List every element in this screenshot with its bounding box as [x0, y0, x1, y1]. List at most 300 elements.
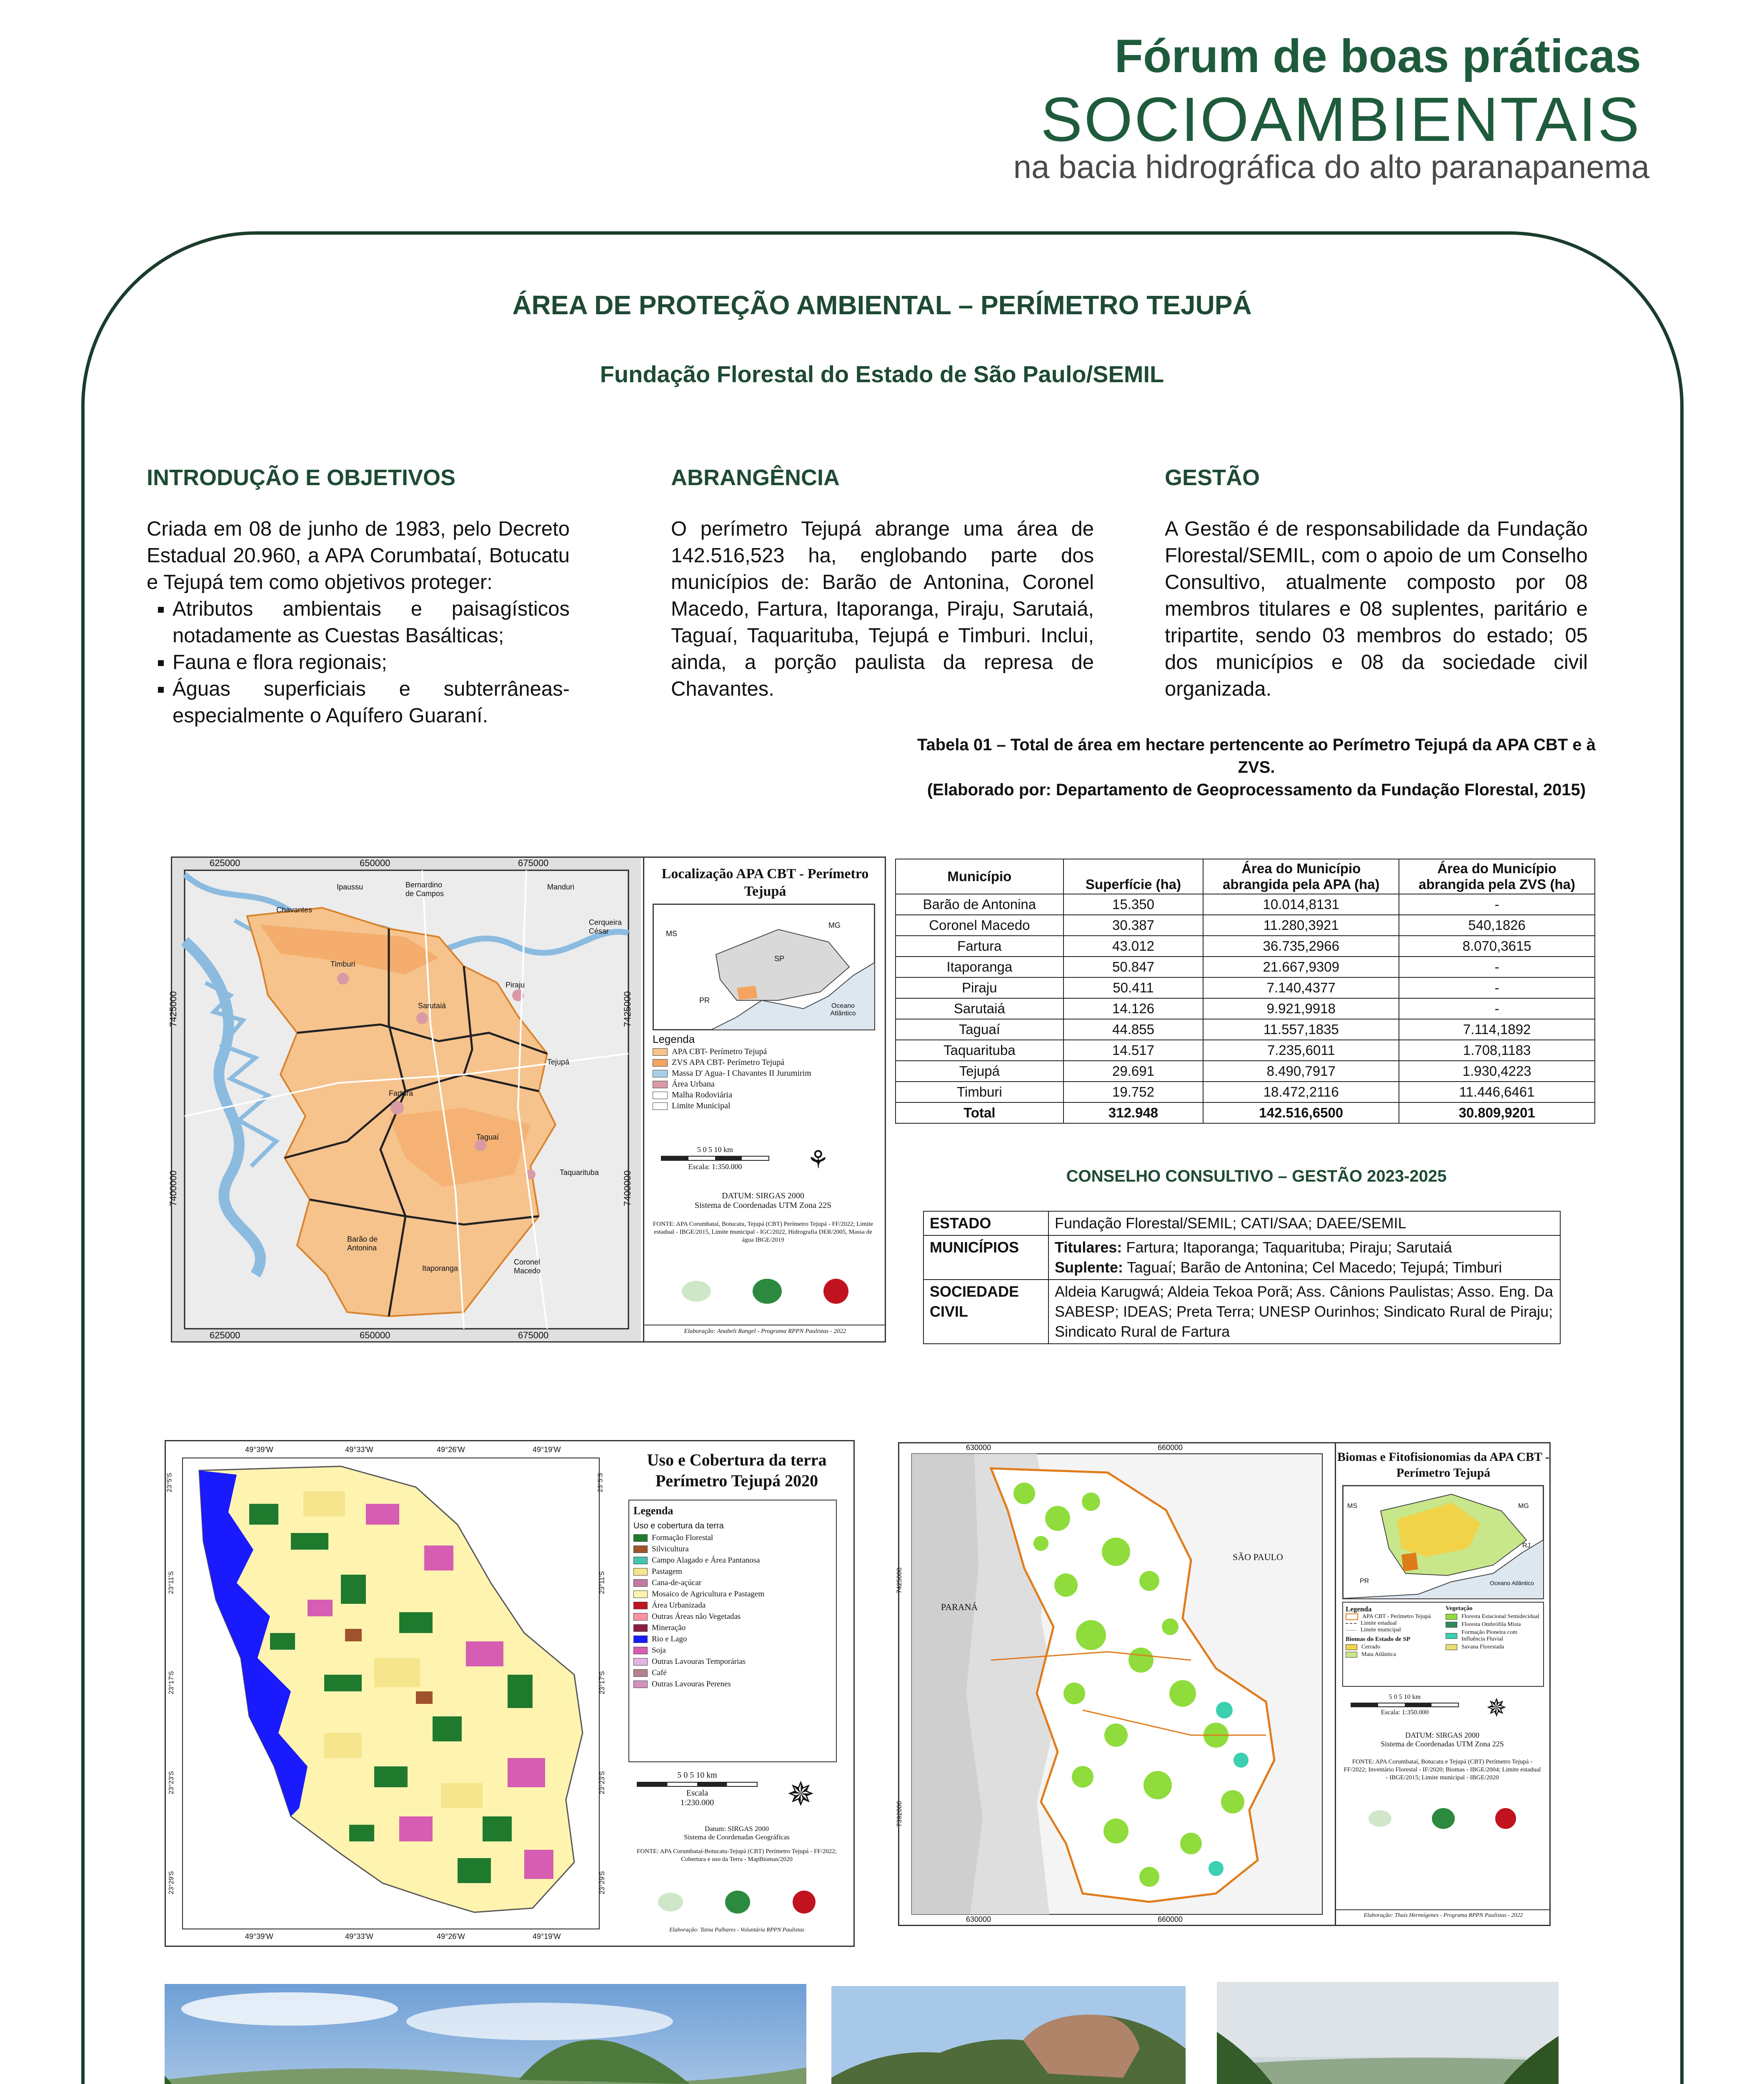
municipios-label: MUNICÍPIOS	[923, 1235, 1048, 1280]
abrangencia-heading: ABRANGÊNCIA	[671, 465, 840, 490]
map3-place: PARANÁ	[941, 1602, 978, 1612]
legend-item	[1446, 1613, 1541, 1620]
map2-grid-bottom: 49°19'W	[533, 1932, 561, 1941]
map2-scale-value: 1:230.000	[680, 1798, 714, 1807]
map2-datum-1: Datum: SIRGAS 2000	[705, 1825, 769, 1833]
map2-grid-left: 23°11'S	[168, 1571, 175, 1594]
inset-label: Oceano Atlântico	[1490, 1580, 1534, 1586]
map1-grid-right: 7425000	[622, 991, 633, 1027]
map3-grid-top: 660000	[1158, 1443, 1183, 1452]
legend-label: APA CBT - Perímetro Tejupá	[1362, 1613, 1431, 1620]
map3-datum-1: DATUM: SIRGAS 2000	[1405, 1731, 1480, 1739]
map3-drawing	[899, 1443, 1333, 1925]
map1-grid-top: 650000	[360, 858, 390, 868]
legend-label: Savana Florestada	[1461, 1644, 1504, 1650]
legend-swatch	[633, 1636, 648, 1643]
legend-label: Cerrado	[1361, 1644, 1381, 1650]
map2-scale-bar	[637, 1782, 758, 1787]
map2-legend-items	[633, 1533, 832, 1689]
table-row	[896, 894, 1595, 915]
table-header: Área do Município abrangida pela ZVS (ha)	[1399, 859, 1595, 894]
gestao-heading: GESTÃO	[1165, 465, 1260, 490]
table-total-row	[896, 1102, 1595, 1123]
map2-logos	[637, 1883, 837, 1921]
map2-grid-right: 23°17'S	[598, 1671, 606, 1694]
legend-item	[633, 1590, 832, 1599]
ff-logo-icon	[753, 1279, 782, 1304]
table-row	[896, 1040, 1595, 1061]
table-cell: 11.446,6461	[1399, 1082, 1595, 1102]
map2-title-1: Uso e Cobertura da terra	[647, 1450, 827, 1469]
map1-grid-bottom: 675000	[518, 1330, 549, 1340]
legend-label: Floresta Estacional Semidecidual	[1461, 1613, 1539, 1620]
inset-label: Oceano Atlântico	[830, 1002, 856, 1017]
photo-barao-itaporanga	[165, 1984, 806, 2084]
map3-scale	[1342, 1693, 1467, 1716]
inset-label: MG	[828, 921, 841, 929]
veg-title: Vegetação	[1446, 1605, 1473, 1612]
map3-grid-top: 630000	[966, 1443, 991, 1452]
map2-grid-top: 49°39'W	[245, 1445, 273, 1454]
table-cell: 10.014,8131	[1203, 894, 1399, 915]
map2-datum	[628, 1825, 845, 1841]
legend-swatch	[633, 1658, 648, 1666]
intro-text: Criada em 08 de junho de 1983, pelo Decreto Estadual 20.960, a APA Corumbataí, Botucatu e Tejupá tem como objetivos proteger:	[147, 518, 570, 594]
table-cell: Coronel Macedo	[896, 915, 1063, 936]
legend-label: Outras Lavouras Perenes	[652, 1680, 731, 1688]
map1-inset	[653, 904, 875, 1030]
estado-value: Fundação Florestal/SEMIL; CATI/SAA; DAEE/SEMIL	[1048, 1211, 1560, 1235]
map2-grid-left: 23°17'S	[168, 1671, 175, 1694]
legend-swatch	[633, 1681, 648, 1688]
legend-swatch	[633, 1557, 648, 1564]
legend-item	[653, 1047, 873, 1057]
legend-swatch	[1346, 1652, 1357, 1658]
legend-label: Rio e Lago	[652, 1635, 687, 1643]
north-arrow-icon: ⚘	[807, 1146, 829, 1174]
legend-label: Formação Pioneira com Influência Fluvial	[1461, 1629, 1517, 1642]
map3-side-panel	[1335, 1443, 1551, 1925]
legend-item	[653, 1101, 873, 1111]
map1-place: Tejupá	[547, 1058, 570, 1066]
table-cell: 21.667,9309	[1203, 957, 1399, 977]
map2-side-panel	[620, 1441, 853, 1946]
map1-scale-text: Escala: 1:350.000	[688, 1162, 742, 1171]
map3-grid-left: 7425000	[896, 1567, 903, 1594]
table-cell: 44.855	[1063, 1019, 1204, 1040]
table-row	[896, 1082, 1595, 1102]
abrangencia-section	[671, 465, 1094, 702]
map1-side-panel	[643, 858, 886, 1341]
map1-place: Itaporanga	[422, 1264, 458, 1272]
gestao-section	[1165, 465, 1588, 702]
brand-line-3: na bacia hidrográfica do alto paranapanema	[1013, 148, 1649, 185]
table-cell: 14.517	[1063, 1040, 1204, 1061]
table-cell: 8.490,7917	[1203, 1061, 1399, 1082]
map2-grid-top: 49°26'W	[437, 1445, 465, 1454]
map1-datum-2: Sistema de Coordenadas UTM Zona 22S	[694, 1201, 832, 1210]
table-cell: -	[1399, 957, 1595, 977]
map2-title-2: Perímetro Tejupá 2020	[655, 1471, 818, 1490]
legend-item	[1446, 1644, 1541, 1651]
legend-label: Limite Municipal	[672, 1101, 731, 1110]
legend-swatch	[633, 1591, 648, 1598]
legend-item	[633, 1612, 832, 1621]
table-header: Superfície (ha)	[1063, 859, 1204, 894]
map1-grid-left: 7400000	[168, 1170, 178, 1206]
map2-drawing	[166, 1441, 616, 1946]
map3-scale-ticks: 5 0 5 10 km	[1389, 1693, 1421, 1701]
table-cell: Timburi	[896, 1082, 1063, 1102]
table-cell: Piraju	[896, 977, 1063, 998]
table-cell: 11.557,1835	[1203, 1019, 1399, 1040]
map3-credit: Elaboração: Thaís Hermógenes - Programa RPPN Paulistas - 2022	[1336, 1909, 1551, 1919]
map2-grid-top: 49°33'W	[345, 1445, 373, 1454]
legend-label: Mosaico de Agricultura e Pastagem	[652, 1590, 765, 1598]
map1-grid-right: 7400000	[622, 1170, 633, 1206]
legend-item	[633, 1623, 832, 1633]
map1-datum	[653, 1191, 873, 1210]
map1-place: Fartura	[389, 1089, 413, 1097]
legend-item	[633, 1567, 832, 1576]
map2-credit: Elaboração: Taina Palhares - Voluntária RPPN Paulistas	[669, 1927, 805, 1933]
table-row	[896, 915, 1595, 936]
map1-scale	[653, 1145, 778, 1171]
map1-place: Ipaussu	[337, 883, 363, 891]
legend-item	[1346, 1613, 1441, 1620]
legend-label: Soja	[652, 1646, 666, 1655]
table-cell: 7.140,4377	[1203, 977, 1399, 998]
map2-datum-2: Sistema de Coordenadas Geográficas	[684, 1833, 790, 1841]
table01-caption-line2: (Elaborado por: Departamento de Geoprocessamento da Fundação Florestal, 2015)	[927, 781, 1586, 799]
map3-legend-left	[1343, 1603, 1443, 1686]
legend-swatch	[633, 1613, 648, 1621]
legend-label: Café	[652, 1668, 667, 1677]
legend-item	[653, 1080, 873, 1089]
veg-items	[1446, 1613, 1541, 1651]
map1-legend-items	[653, 1047, 873, 1111]
titulares-label: Titulares:	[1055, 1239, 1122, 1256]
legend-swatch	[633, 1534, 648, 1542]
map1-datum-1: DATUM: SIRGAS 2000	[722, 1191, 804, 1200]
table-cell: Tejupá	[896, 1061, 1063, 1082]
inset-label: SP	[774, 954, 785, 963]
estado-label: ESTADO	[923, 1211, 1048, 1235]
legend-item	[633, 1556, 832, 1565]
legend-swatch	[633, 1647, 648, 1654]
legend-label: Massa D' Agua- I Chavantes II Jurumirim	[672, 1069, 811, 1078]
table-row	[896, 1019, 1595, 1040]
municipios-value	[1048, 1235, 1560, 1280]
legend-label: APA CBT- Perímetro Tejupá	[672, 1047, 767, 1056]
intro-section	[147, 465, 570, 729]
table-cell: Taquarituba	[896, 1040, 1063, 1061]
map1-legend-title: Legenda	[653, 1033, 695, 1045]
legend-swatch	[653, 1092, 668, 1099]
map3-grid-bottom: 630000	[966, 1915, 991, 1924]
table-cell: Sarutaiá	[896, 998, 1063, 1019]
sociedade-label	[923, 1280, 1048, 1344]
legend-item	[633, 1646, 832, 1655]
map1-logos	[661, 1270, 869, 1312]
legend-label: Pastagem	[652, 1567, 682, 1576]
legend-item	[633, 1657, 832, 1666]
legend-swatch	[653, 1059, 668, 1067]
tejupa-logo-icon	[1369, 1810, 1391, 1827]
legend-item	[633, 1545, 832, 1554]
legend-swatch	[1446, 1614, 1457, 1620]
map1-place: Barão de Antonina	[347, 1235, 378, 1252]
table-row	[923, 1235, 1560, 1280]
table-total-cell: Total	[896, 1102, 1063, 1123]
table-cell: 11.280,3921	[1203, 915, 1399, 936]
map1-legend	[653, 1033, 873, 1112]
table-header: Município	[896, 859, 1063, 894]
sp-seal-icon	[793, 1891, 816, 1914]
legend-swatch	[633, 1602, 648, 1609]
table-cell: 50.847	[1063, 957, 1204, 977]
brand-line-1: Fórum de boas práticas	[1114, 30, 1641, 82]
map3-scale-bar	[1351, 1703, 1459, 1707]
inset-label: MG	[1518, 1503, 1529, 1510]
map-localizacao	[168, 857, 886, 1343]
sp-seal-icon	[1495, 1808, 1516, 1829]
table-cell: 1.930,4223	[1399, 1061, 1595, 1082]
legend-item	[633, 1533, 832, 1543]
titulares-value: Fartura; Itaporanga; Taquarituba; Piraju; Sarutaiá	[1126, 1239, 1452, 1256]
photo2-drawing	[831, 1986, 1186, 2084]
map3-scale-text: Escala: 1:350.000	[1381, 1709, 1429, 1716]
map3-datum	[1342, 1731, 1542, 1748]
legend-swatch	[1446, 1633, 1457, 1639]
table-total-cell: 312.948	[1063, 1102, 1204, 1123]
legend-item	[1446, 1621, 1541, 1628]
map1-grid-left: 7425000	[168, 991, 178, 1027]
legend-item	[1346, 1651, 1441, 1658]
map2-scale-text: Escala	[686, 1788, 708, 1798]
map3-grid-bottom: 660000	[1158, 1915, 1183, 1924]
legend-item	[1346, 1644, 1441, 1651]
legend-swatch	[633, 1545, 648, 1553]
map2-grid-left: 23°29'S	[168, 1871, 175, 1894]
ff-logo-icon	[725, 1891, 750, 1914]
sociedade-value: Aldeia Karugwá; Aldeia Tekoa Porã; Ass. Cânions Paulistas; Asso. Eng. Da SABESP; IDEAS; Preta Terra; UNESP Ourinhos; Sindicato Rural de Piraju; Sindicato Rural de Fartura	[1048, 1280, 1560, 1344]
legend-swatch	[1446, 1622, 1457, 1628]
legend-label: Área Urbana	[672, 1080, 715, 1089]
legend-swatch	[633, 1568, 648, 1576]
map-biomas	[898, 1442, 1551, 1926]
legend-swatch	[653, 1102, 668, 1110]
map2-source: FONTE: APA Corumbataí-Botucatu-Tejupá (CBT) Perímetro Tejupá - FF/2022; Cobertura e uso da Terra - MapBiomas/2020	[637, 1848, 837, 1863]
legend-label: Floresta Ombrófila Mista	[1461, 1621, 1521, 1628]
legend-swatch	[653, 1070, 668, 1077]
table-cell: 43.012	[1063, 936, 1204, 957]
inset-label: RJ	[1522, 1542, 1531, 1549]
legend-label: Cana-de-açúcar	[652, 1578, 702, 1587]
conselho-table	[923, 1211, 1561, 1344]
sp-seal-icon	[823, 1279, 848, 1304]
table-cell: 540,1826	[1399, 915, 1595, 936]
photo1-drawing	[165, 1984, 806, 2084]
legend-item	[633, 1668, 832, 1678]
map2-grid-right: 23°11'S	[598, 1571, 606, 1594]
map1-place: Timburi	[330, 960, 355, 968]
map2-grid-bottom: 49°26'W	[437, 1932, 465, 1941]
table-cell: 7.114,1892	[1399, 1019, 1595, 1040]
table-cell: 1.708,1183	[1399, 1040, 1595, 1061]
legend-swatch	[633, 1579, 648, 1587]
legend-label: Limite municipal	[1361, 1627, 1401, 1633]
legend-swatch	[653, 1048, 668, 1056]
ff-logo-icon	[1432, 1808, 1455, 1829]
map1-scale-bar	[661, 1156, 769, 1161]
map3-legend-title: Legenda	[1346, 1605, 1372, 1613]
map1-place: Piraju	[505, 981, 525, 989]
gestao-text: A Gestão é de responsabilidade da Fundação Florestal/SEMIL, com o apoio de um Conselho Consultivo, atualmente composto por 08 membros titulares e 08 suplentes, paritário e tripartite, sendo 03 membros do estado; 05 dos municípios e 08 da sociedade civil organizada.	[1165, 518, 1588, 700]
legend-label: Campo Alagado e Área Pantanosa	[652, 1556, 760, 1565]
sociedade-label-1: SOCIEDADE	[930, 1283, 1019, 1300]
sociedade-label-2: CIVIL	[930, 1303, 968, 1320]
intro-heading: INTRODUÇÃO E OBJETIVOS	[147, 465, 456, 490]
table-cell: Taguaí	[896, 1019, 1063, 1040]
table-row	[923, 1211, 1560, 1235]
intro-bullet: ▪ Fauna e flora regionais;	[173, 649, 570, 676]
map1-credit: Elaboração: Anabeli Rangel - Programa RPPN Paulistas - 2022	[644, 1325, 886, 1335]
table-row	[923, 1280, 1560, 1344]
map2-legend-sub: Uso e cobertura da terra	[633, 1521, 724, 1530]
map1-place: Cerqueira César	[589, 918, 622, 935]
table-cell: -	[1399, 998, 1595, 1019]
table-cell: 7.235,6011	[1203, 1040, 1399, 1061]
intro-bullets	[147, 596, 570, 729]
map3-title: Biomas e Fitofisionomias da APA CBT - Perímetro Tejupá	[1337, 1450, 1549, 1480]
map1-place: Coronel Macedo	[514, 1258, 541, 1275]
table-total-cell: 30.809,9201	[1399, 1102, 1595, 1123]
legend-label: Malha Rodoviária	[672, 1090, 732, 1100]
table-cell: Fartura	[896, 936, 1063, 957]
suplente-value: Taguaí; Barão de Antonina; Cel Macedo; Tejupá; Timburi	[1127, 1259, 1502, 1276]
inset-label: MS	[666, 929, 677, 938]
photo-timburi	[831, 1986, 1186, 2084]
biomas-title: Biomas do Estado de SP	[1346, 1636, 1411, 1643]
table01-caption	[911, 734, 1602, 801]
map2-legend	[628, 1500, 837, 1762]
legend-label: Limite estadual	[1361, 1620, 1397, 1626]
biomas-items	[1346, 1644, 1441, 1658]
legend-item	[1346, 1627, 1441, 1633]
table-cell: 19.752	[1063, 1082, 1204, 1102]
inset-label: PR	[1360, 1578, 1369, 1585]
map2-legend-title: Legenda	[633, 1505, 673, 1517]
table-cell: 29.691	[1063, 1061, 1204, 1082]
table-cell: 14.126	[1063, 998, 1204, 1019]
table-row	[896, 1061, 1595, 1082]
legend-item	[653, 1058, 873, 1067]
table-header-row	[896, 859, 1595, 894]
conselho-title: CONSELHO CONSULTIVO – GESTÃO 2023-2025	[1066, 1167, 1447, 1185]
compass-icon: ✵	[1486, 1694, 1507, 1722]
intro-bullet: ▪ Águas superficiais e subterrâneas- especialmente o Aquífero Guaraní.	[173, 676, 570, 729]
photo-fartura	[1217, 1982, 1559, 2084]
map1-frame	[168, 858, 641, 1341]
map3-place: SÃO PAULO	[1233, 1552, 1283, 1562]
map-uso-cobertura	[165, 1440, 855, 1947]
legend-label: Mata Atlântica	[1361, 1651, 1396, 1658]
map2-grid-left: 23°5'S	[166, 1473, 173, 1493]
poster-title: ÁREA DE PROTEÇÃO AMBIENTAL – PERÍMETRO TEJUPÁ	[512, 290, 1252, 320]
table01-caption-line1: Tabela 01 – Total de área em hectare pertencente ao Perímetro Tejupá da APA CBT e à ZVS.	[917, 736, 1596, 776]
poster-subtitle: Fundação Florestal do Estado de São Paulo/SEMIL	[600, 361, 1164, 387]
legend-item	[1346, 1620, 1441, 1627]
map1-place: Chavantes	[276, 906, 313, 914]
legend-label: Outras Lavouras Temporárias	[652, 1657, 746, 1666]
table-row	[896, 977, 1595, 998]
table01	[895, 859, 1595, 1124]
map3-logos	[1349, 1802, 1536, 1835]
map1-grid-top: 675000	[518, 858, 549, 868]
tejupa-logo-icon	[658, 1893, 683, 1911]
table-cell: -	[1399, 894, 1595, 915]
legend-label: ZVS APA CBT- Perímetro Tejupá	[672, 1058, 785, 1067]
table-cell: 36.735,2966	[1203, 936, 1399, 957]
legend-swatch	[653, 1081, 668, 1088]
table-cell: 30.387	[1063, 915, 1204, 936]
map1-place: Taquarituba	[560, 1168, 599, 1177]
map2-scale-ticks: 5 0 5 10 km	[677, 1771, 717, 1780]
table-row	[896, 936, 1595, 957]
tejupa-logo-icon	[682, 1281, 711, 1302]
inset-label: MS	[1347, 1503, 1357, 1510]
table-row	[896, 998, 1595, 1019]
map2-grid-bottom: 49°33'W	[345, 1932, 373, 1941]
map3-grid-left: 7392000	[896, 1801, 903, 1827]
map3-legend	[1342, 1602, 1544, 1687]
inset-label: PR	[699, 996, 710, 1004]
legend-item	[633, 1601, 832, 1610]
abrangencia-text: O perímetro Tejupá abrange uma área de 142.516,523 ha, englobando parte dos municípios de: Barão de Antonina, Coronel Macedo, Fartura, Itaporanga, Piraju, Sarutaiá, Taguaí, Taquarituba, Tejupá e Timburi. Inclui, ainda, a porção paulista da represa de Chavantes.	[671, 518, 1094, 700]
legend-item	[633, 1680, 832, 1689]
map1-title: Localização APA CBT - Perímetro Tejupá	[661, 866, 869, 899]
legend-label: Silvicultura	[652, 1545, 689, 1553]
map1-place: Bernardino de Campos	[405, 881, 444, 898]
table-cell: Itaporanga	[896, 957, 1063, 977]
table-cell: 18.472,2116	[1203, 1082, 1399, 1102]
map2-grid-bottom: 49°39'W	[245, 1932, 273, 1941]
map1-source: FONTE: APA Corumbataí, Botucatu, Tejupá (CBT) Perímetro Tejupá - FF/2022; Limite estadual - IBGE/2015, Limite municipal - IGC/2022, Hidrografia DER/2005, Massa de água IBGE/2019	[653, 1221, 873, 1243]
map3-source: FONTE: APA Corumbataí, Botucatu e Tejupá (CBT) Perímetro Tejupá - FF/2022; Inventário Florestal - IF/2020; Biomas - IBGE/2004; Limite estadual - IBGE/2015; Limite municipal - IBGE/2020	[1344, 1758, 1541, 1781]
map2-grid-left: 23°23'S	[168, 1771, 175, 1794]
compass-icon: ✵	[787, 1776, 815, 1813]
map2-grid-right: 23°23'S	[598, 1771, 606, 1794]
legend-swatch	[633, 1624, 648, 1632]
legend-swatch	[1346, 1644, 1357, 1650]
table-cell: -	[1399, 977, 1595, 998]
legend-item	[653, 1090, 873, 1100]
legend-label: Outras Áreas não Vegetadas	[652, 1612, 741, 1621]
table-row	[896, 957, 1595, 977]
table-cell: 8.070,3615	[1399, 936, 1595, 957]
table01-body	[896, 894, 1595, 1123]
map2-grid-top: 49°19'W	[533, 1445, 561, 1454]
photo3-drawing	[1217, 1982, 1559, 2084]
table-cell: 50.411	[1063, 977, 1204, 998]
map1-scale-ticks: 5 0 5 10 km	[697, 1145, 733, 1154]
suplente-label: Suplente:	[1055, 1259, 1123, 1276]
legend-item	[633, 1635, 832, 1644]
brand-line-2: SOCIOAMBIENTAIS	[1041, 84, 1641, 154]
table-cell: 9.921,9918	[1203, 998, 1399, 1019]
map1-place: Sarutaiá	[418, 1002, 446, 1010]
